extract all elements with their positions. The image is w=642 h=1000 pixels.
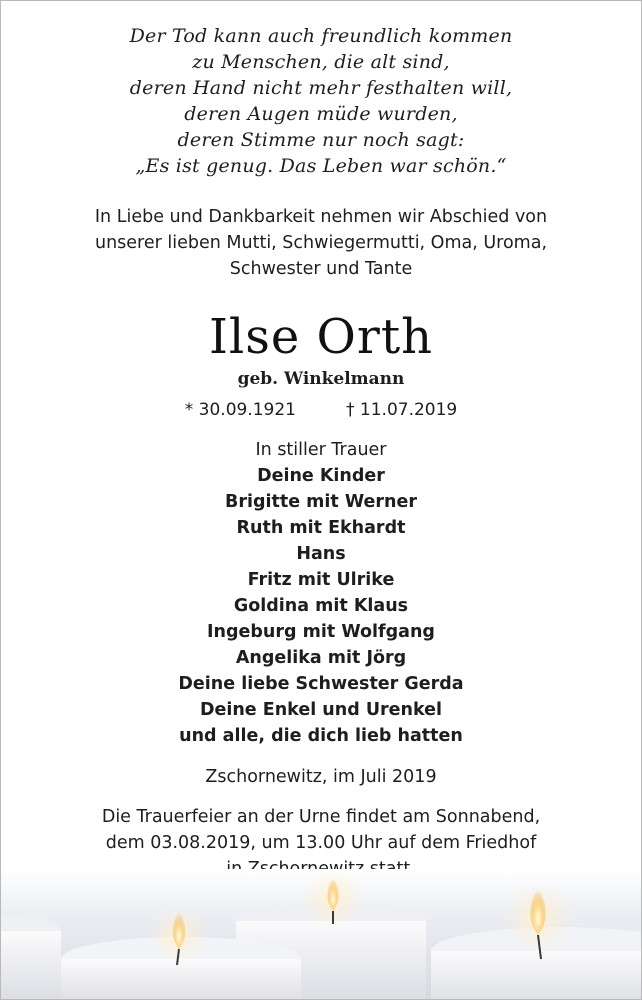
birth-date: * 30.09.1921 bbox=[184, 400, 296, 420]
service-line: dem 03.08.2019, um 13.00 Uhr auf dem Friedhof bbox=[105, 833, 537, 853]
deceased-name: Ilse Orth bbox=[208, 309, 434, 365]
death-date: † 11.07.2019 bbox=[346, 400, 458, 420]
poem-line: Der Tod kann auch freundlich kommen bbox=[129, 25, 513, 47]
mourners-heading: In stiller Trauer bbox=[255, 440, 387, 460]
life-dates bbox=[1, 399, 641, 421]
mourner-name: Hans bbox=[296, 544, 346, 564]
mourner-name: Deine liebe Schwester Gerda bbox=[178, 674, 464, 694]
poem-line: „Es ist genug. Das Leben war schön.“ bbox=[135, 155, 507, 177]
poem-line: deren Hand nicht mehr festhalten will, bbox=[129, 77, 513, 99]
mourner-name: Fritz mit Ulrike bbox=[247, 570, 395, 590]
place-and-date: Zschornewitz, im Juli 2019 bbox=[205, 767, 437, 787]
mourner-name: und alle, die dich lieb hatten bbox=[179, 726, 463, 746]
mourner-name: Ingeburg mit Wolfgang bbox=[207, 622, 435, 642]
birth-name: geb. Winkelmann bbox=[237, 369, 405, 389]
candles-image bbox=[1, 869, 641, 999]
farewell-intro bbox=[1, 204, 641, 282]
service-line: Die Trauerfeier an der Urne findet am Sonnabend, bbox=[101, 807, 541, 827]
intro-line: Schwester und Tante bbox=[229, 259, 413, 279]
mourner-name: Deine Enkel und Urenkel bbox=[199, 700, 443, 720]
mourner-name: Brigitte mit Werner bbox=[224, 492, 417, 512]
poem-line: deren Stimme nur noch sagt: bbox=[177, 129, 465, 151]
mourner-name: Deine Kinder bbox=[257, 466, 385, 486]
candle-left-back bbox=[1, 915, 61, 999]
mourners-list bbox=[1, 437, 641, 749]
poem bbox=[1, 23, 641, 179]
mourner-name: Ruth mit Ekhardt bbox=[236, 518, 406, 538]
poem-line: deren Augen müde wurden, bbox=[184, 103, 458, 125]
intro-line: unserer lieben Mutti, Schwiegermutti, Oma, Uroma, bbox=[94, 233, 548, 253]
mourner-name: Angelika mit Jörg bbox=[235, 648, 407, 668]
intro-line: In Liebe und Dankbarkeit nehmen wir Abschied von bbox=[94, 207, 548, 227]
poem-line: zu Menschen, die alt sind, bbox=[192, 51, 450, 73]
mourner-name: Goldina mit Klaus bbox=[233, 596, 409, 616]
